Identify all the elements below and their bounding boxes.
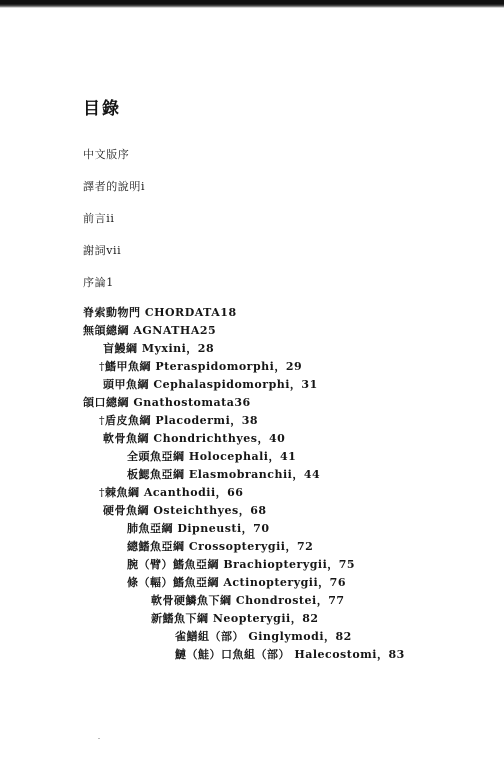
toc-entry-osteichthyes [103, 502, 267, 518]
front-matter-foreword: 前言ii [83, 212, 115, 225]
toc-entry-text: 盾皮魚綱 Placodermi，38 [105, 414, 259, 427]
toc-entry-text: 鰱（鮭）口魚組（部） Halecostomi，83 [175, 648, 405, 661]
toc-entry-text: 軟骨魚綱 Chondrichthyes，40 [103, 432, 286, 445]
toc-entry-cephalaspidomorphi [103, 376, 318, 392]
toc-entry-chordata [83, 304, 237, 320]
toc-entry-elasmobranchii [127, 466, 320, 482]
toc-entry-text: 棘魚綱 Acanthodii，66 [105, 486, 244, 499]
front-matter-acknowledgements: 謝詞vii [83, 244, 122, 257]
toc-entry-text: 全頭魚亞綱 Holocephali，41 [127, 450, 297, 463]
toc-entry-text: 雀鱔組（部） Ginglymodi，82 [175, 630, 352, 643]
toc-entry-chondrichthyes [103, 430, 285, 446]
toc-entry-text: 板鰓魚亞綱 Elasmobranchii，44 [127, 468, 321, 481]
toc-entry-text: 肺魚亞綱 Dipneusti，70 [127, 522, 270, 535]
toc-entry-text: 脊索動物門 CHORDATA18 [83, 306, 237, 319]
toc-entry-placodermi [99, 412, 258, 428]
toc-entry-text: 無頜總綱 AGNATHA25 [83, 324, 217, 337]
toc-entry-dipneusti [127, 520, 270, 536]
toc-entry-text: 新鰭魚下綱 Neopterygii，82 [151, 612, 319, 625]
toc-entry-text: 條（輻）鰭魚亞綱 Actinopterygii，76 [127, 576, 346, 589]
front-matter-introduction: 序論1 [83, 276, 114, 289]
toc-entry-actinopterygii [127, 574, 346, 590]
extinct-dagger-mark: † [99, 486, 105, 499]
toc-entry-text: 腕（臂）鰭魚亞綱 Brachiopterygii，75 [127, 558, 356, 571]
toc-entry-chondrostei [151, 592, 345, 608]
page-title: 目錄 [83, 99, 121, 119]
toc-entry-pteraspidomorphi [99, 358, 302, 374]
toc-entry-text: 盲鰻綱 Myxini，28 [103, 342, 215, 355]
toc-entry-acanthodii [99, 484, 243, 500]
toc-entry-ginglymodi [175, 628, 352, 644]
toc-entry-halecostomi [175, 646, 405, 662]
toc-entry-myxini [103, 340, 214, 356]
top-border-rule [0, 0, 504, 8]
toc-entry-gnathostomata [83, 394, 251, 410]
toc-entry-text: 硬骨魚綱 Osteichthyes，68 [103, 504, 267, 517]
toc-entry-holocephali [127, 448, 296, 464]
toc-entry-agnatha [83, 322, 216, 338]
extinct-dagger-mark: † [99, 414, 105, 427]
toc-entry-text: 頭甲魚綱 Cephalaspidomorphi，31 [103, 378, 318, 391]
toc-entry-text: 總鰭魚亞綱 Crossopterygii，72 [127, 540, 314, 553]
toc-entry-text: 鰭甲魚綱 Pteraspidomorphi，29 [105, 360, 303, 373]
extinct-dagger-mark: † [99, 360, 105, 373]
toc-entry-brachiopterygii [127, 556, 355, 572]
toc-entry-text: 頜口總綱 Gnathostomata36 [83, 396, 251, 409]
front-matter-translator-note: 譯者的說明i [83, 180, 146, 193]
scan-speck [98, 738, 100, 739]
toc-entry-text: 軟骨硬鱗魚下綱 Chondrostei，77 [151, 594, 345, 607]
toc-entry-neopterygii [151, 610, 319, 626]
toc-entry-crossopterygii [127, 538, 313, 554]
front-matter-preface-cn: 中文版序 [83, 148, 130, 161]
